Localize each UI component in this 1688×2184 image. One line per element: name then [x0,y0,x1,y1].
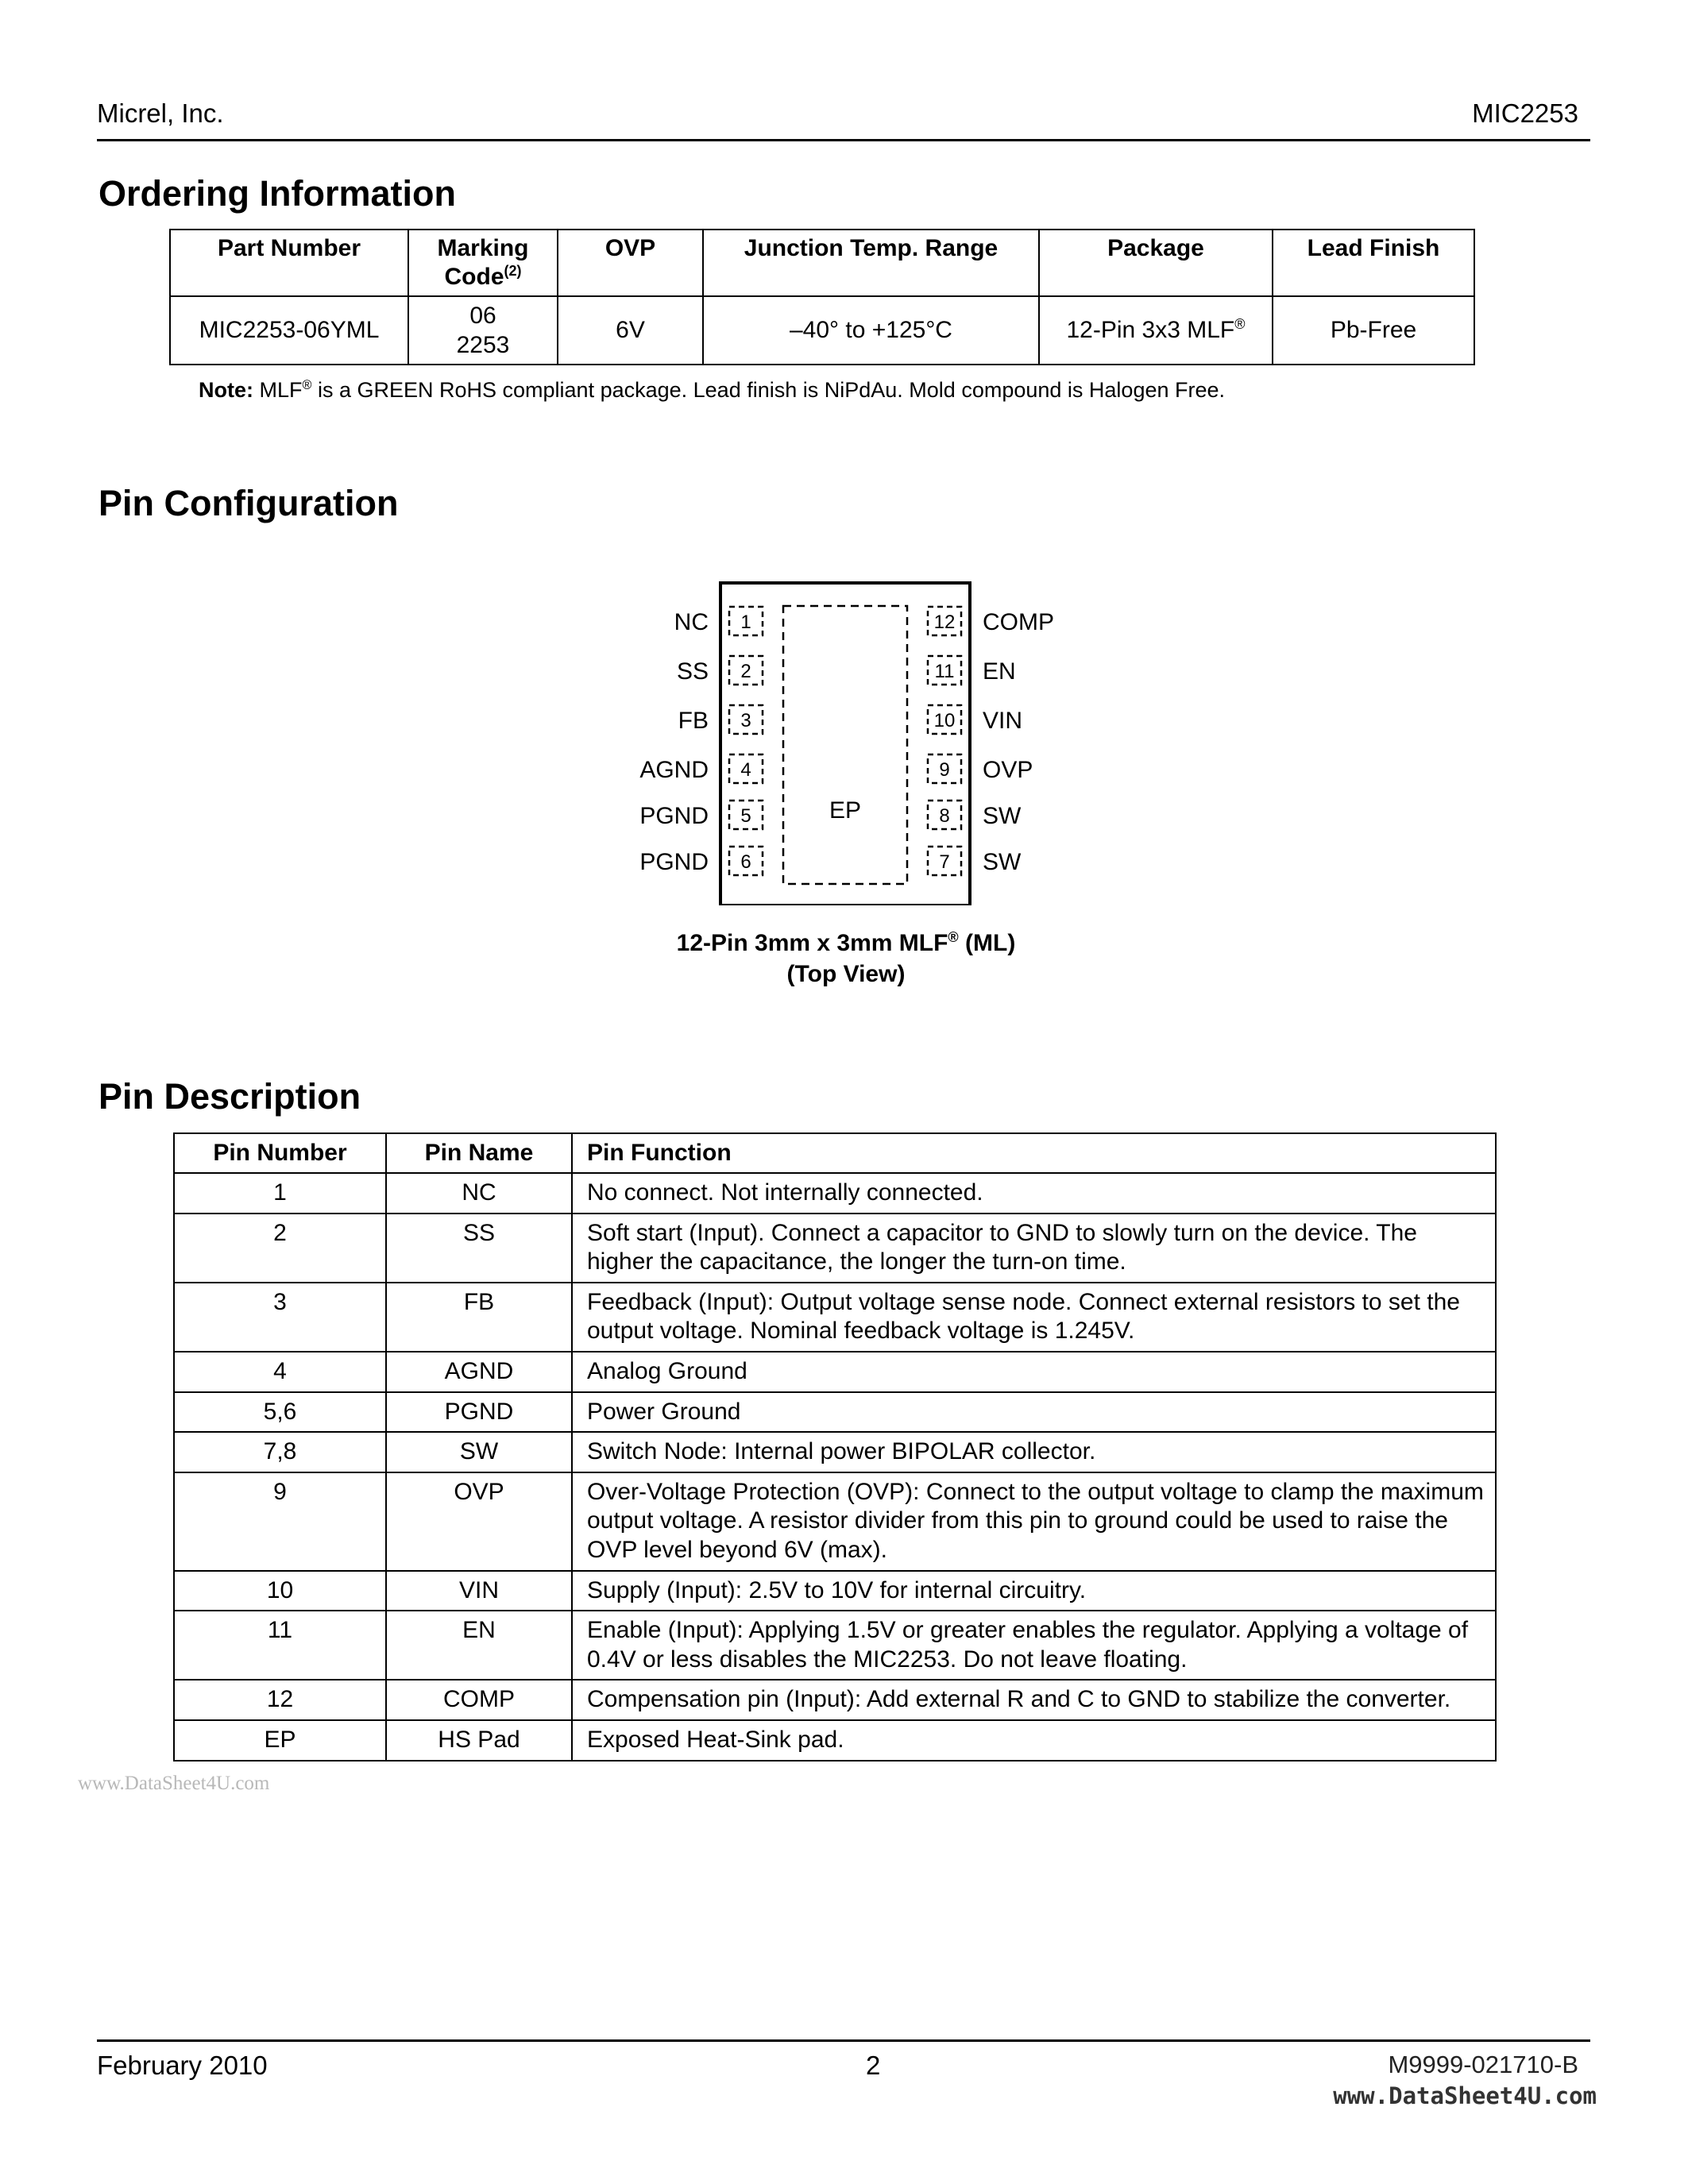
pin-description-table [173,1133,1497,1761]
cell-pin-name: VIN [386,1571,572,1611]
pin-name-label: FB [678,708,709,734]
cell-pin-number: 10 [174,1571,386,1611]
footer-url: www.DataSheet4U.com [1333,2082,1597,2109]
pin-name-label: VIN [983,708,1023,734]
ordering-header-row [170,230,1474,296]
col-part-number: Part Number [170,230,408,296]
cell-pin-name: AGND [386,1352,572,1392]
pin-name-label: OVP [983,757,1033,783]
pin-number-label: 5 [740,805,751,827]
cell-pin-name: COMP [386,1680,572,1720]
cell-pin-number: 5,6 [174,1392,386,1433]
pin-row [174,1214,1496,1283]
cell-pin-number: 4 [174,1352,386,1392]
pin-number-label: 2 [740,661,751,682]
pin-name-label: EN [983,658,1016,685]
cell-lead-finish: Pb-Free [1273,296,1474,365]
pin-name-label: PGND [639,849,709,875]
col-ovp: OVP [558,230,703,296]
pin-name-label: AGND [639,757,709,783]
cell-pin-number: 1 [174,1173,386,1214]
col-pin-name: Pin Name [386,1133,572,1173]
cell-pin-function: Over-Voltage Protection (OVP): Connect to the output voltage to clamp the maximum output voltage. A resistor divider from this pin to ground could be used to raise the OVP level beyond 6V (max). [572,1472,1496,1571]
cell-pin-name: PGND [386,1392,572,1433]
cell-pin-function: Feedback (Input): Output voltage sense node. Connect external resistors to set the output voltage. Nominal feedback voltage is 1.245V. [572,1283,1496,1352]
pin-row [174,1173,1496,1214]
cell-ovp: 6V [558,296,703,365]
pin-number-label: 8 [939,805,950,827]
cell-pin-function: Power Ground [572,1392,1496,1433]
cell-pin-name: FB [386,1283,572,1352]
ordering-title: Ordering Information [98,173,456,214]
pin-number-label: 4 [740,759,751,781]
pin-diagram [620,572,1080,905]
cell-pin-function: No connect. Not internally connected. [572,1173,1496,1214]
cell-pin-name: SS [386,1214,572,1283]
pin-config-title: Pin Configuration [98,483,399,523]
cell-pin-function: Supply (Input): 2.5V to 10V for internal circuitry. [572,1571,1496,1611]
cell-pin-number: 7,8 [174,1432,386,1472]
cell-pin-number: 9 [174,1472,386,1571]
pin-config-caption: 12-Pin 3mm x 3mm MLF® (ML) (Top View) [676,929,1016,987]
cell-pin-function: Compensation pin (Input): Add external R and C to GND to stabilize the converter. [572,1680,1496,1720]
header-divider [97,139,1590,141]
col-lead-finish: Lead Finish [1273,230,1474,296]
cell-pin-function: Enable (Input): Applying 1.5V or greater enables the regulator. Applying a voltage of 0.4V or less disables the MIC2253. Do not leave floating. [572,1611,1496,1680]
footer-date: February 2010 [97,2051,268,2080]
cell-pin-number: 3 [174,1283,386,1352]
pin-row [174,1611,1496,1680]
pin-description-title: Pin Description [98,1076,361,1117]
page-number: 2 [866,2051,881,2080]
col-pin-number: Pin Number [174,1133,386,1173]
pin-number-label: 11 [934,661,955,682]
pin-row [174,1680,1496,1720]
company-name: Micrel, Inc. [97,98,224,128]
document-number: M9999-021710-B [1388,2051,1578,2078]
part-number-header: MIC2253 [1472,98,1578,128]
pin-row [174,1571,1496,1611]
cell-pin-name: EN [386,1611,572,1680]
cell-temp-range: –40° to +125°C [703,296,1039,365]
cell-pin-function: Analog Ground [572,1352,1496,1392]
pin-number-label: 7 [939,851,950,873]
pin-number-label: 1 [740,612,751,633]
pin-name-label: NC [674,609,709,635]
col-marking-code: Marking Code$^{(2)}$ [408,230,558,296]
pin-number-label: 6 [740,851,751,873]
pin-row [174,1392,1496,1433]
cell-pin-name: OVP [386,1472,572,1571]
cell-package: 12-Pin 3x3 MLF® [1039,296,1273,365]
pin-row [174,1432,1496,1472]
pin-name-label: PGND [639,803,709,829]
exposed-pad [783,606,907,884]
cell-pin-name: NC [386,1173,572,1214]
pin-row [174,1352,1496,1392]
ordering-data-row [170,296,1474,365]
cell-pin-name: SW [386,1432,572,1472]
col-pin-function: Pin Function [572,1133,1496,1173]
pin-name-label: COMP [983,609,1054,635]
cell-marking-code: 06 2253 [408,296,558,365]
cell-part-number: MIC2253-06YML [170,296,408,365]
pin-number-label: 10 [933,710,956,731]
pin-name-label: SW [983,803,1022,829]
cell-pin-function: Exposed Heat-Sink pad. [572,1720,1496,1761]
col-package: Package [1039,230,1273,296]
pin-row [174,1283,1496,1352]
pin-number-label: 3 [740,710,751,731]
pin-number-label: 9 [939,759,950,781]
cell-pin-number: 12 [174,1680,386,1720]
cell-pin-number: EP [174,1720,386,1761]
ordering-note: Note: MLF® is a GREEN RoHS compliant package. Lead finish is NiPdAu. Mold compound is Halogen Free. [199,378,1226,402]
pin-row [174,1472,1496,1571]
cell-pin-number: 2 [174,1214,386,1283]
col-temp-range: Junction Temp. Range [703,230,1039,296]
pin-number-label: 12 [933,612,956,633]
cell-pin-name: HS Pad [386,1720,572,1761]
cell-pin-function: Switch Node: Internal power BIPOLAR collector. [572,1432,1496,1472]
ordering-table [169,229,1475,365]
pin-name-label: SS [676,658,709,685]
package-outline [720,583,970,905]
watermark: www.DataSheet4U.com [78,1773,270,1794]
pin-name-label: SW [983,849,1022,875]
cell-pin-number: 11 [174,1611,386,1680]
footer-divider [97,2039,1590,2042]
cell-pin-function: Soft start (Input). Connect a capacitor to GND to slowly turn on the device. The higher the capacitance, the longer the turn-on time. [572,1214,1496,1283]
pin-row [174,1720,1496,1761]
pin-description-header-row [174,1133,1496,1173]
exposed-pad-label: EP [829,797,862,824]
